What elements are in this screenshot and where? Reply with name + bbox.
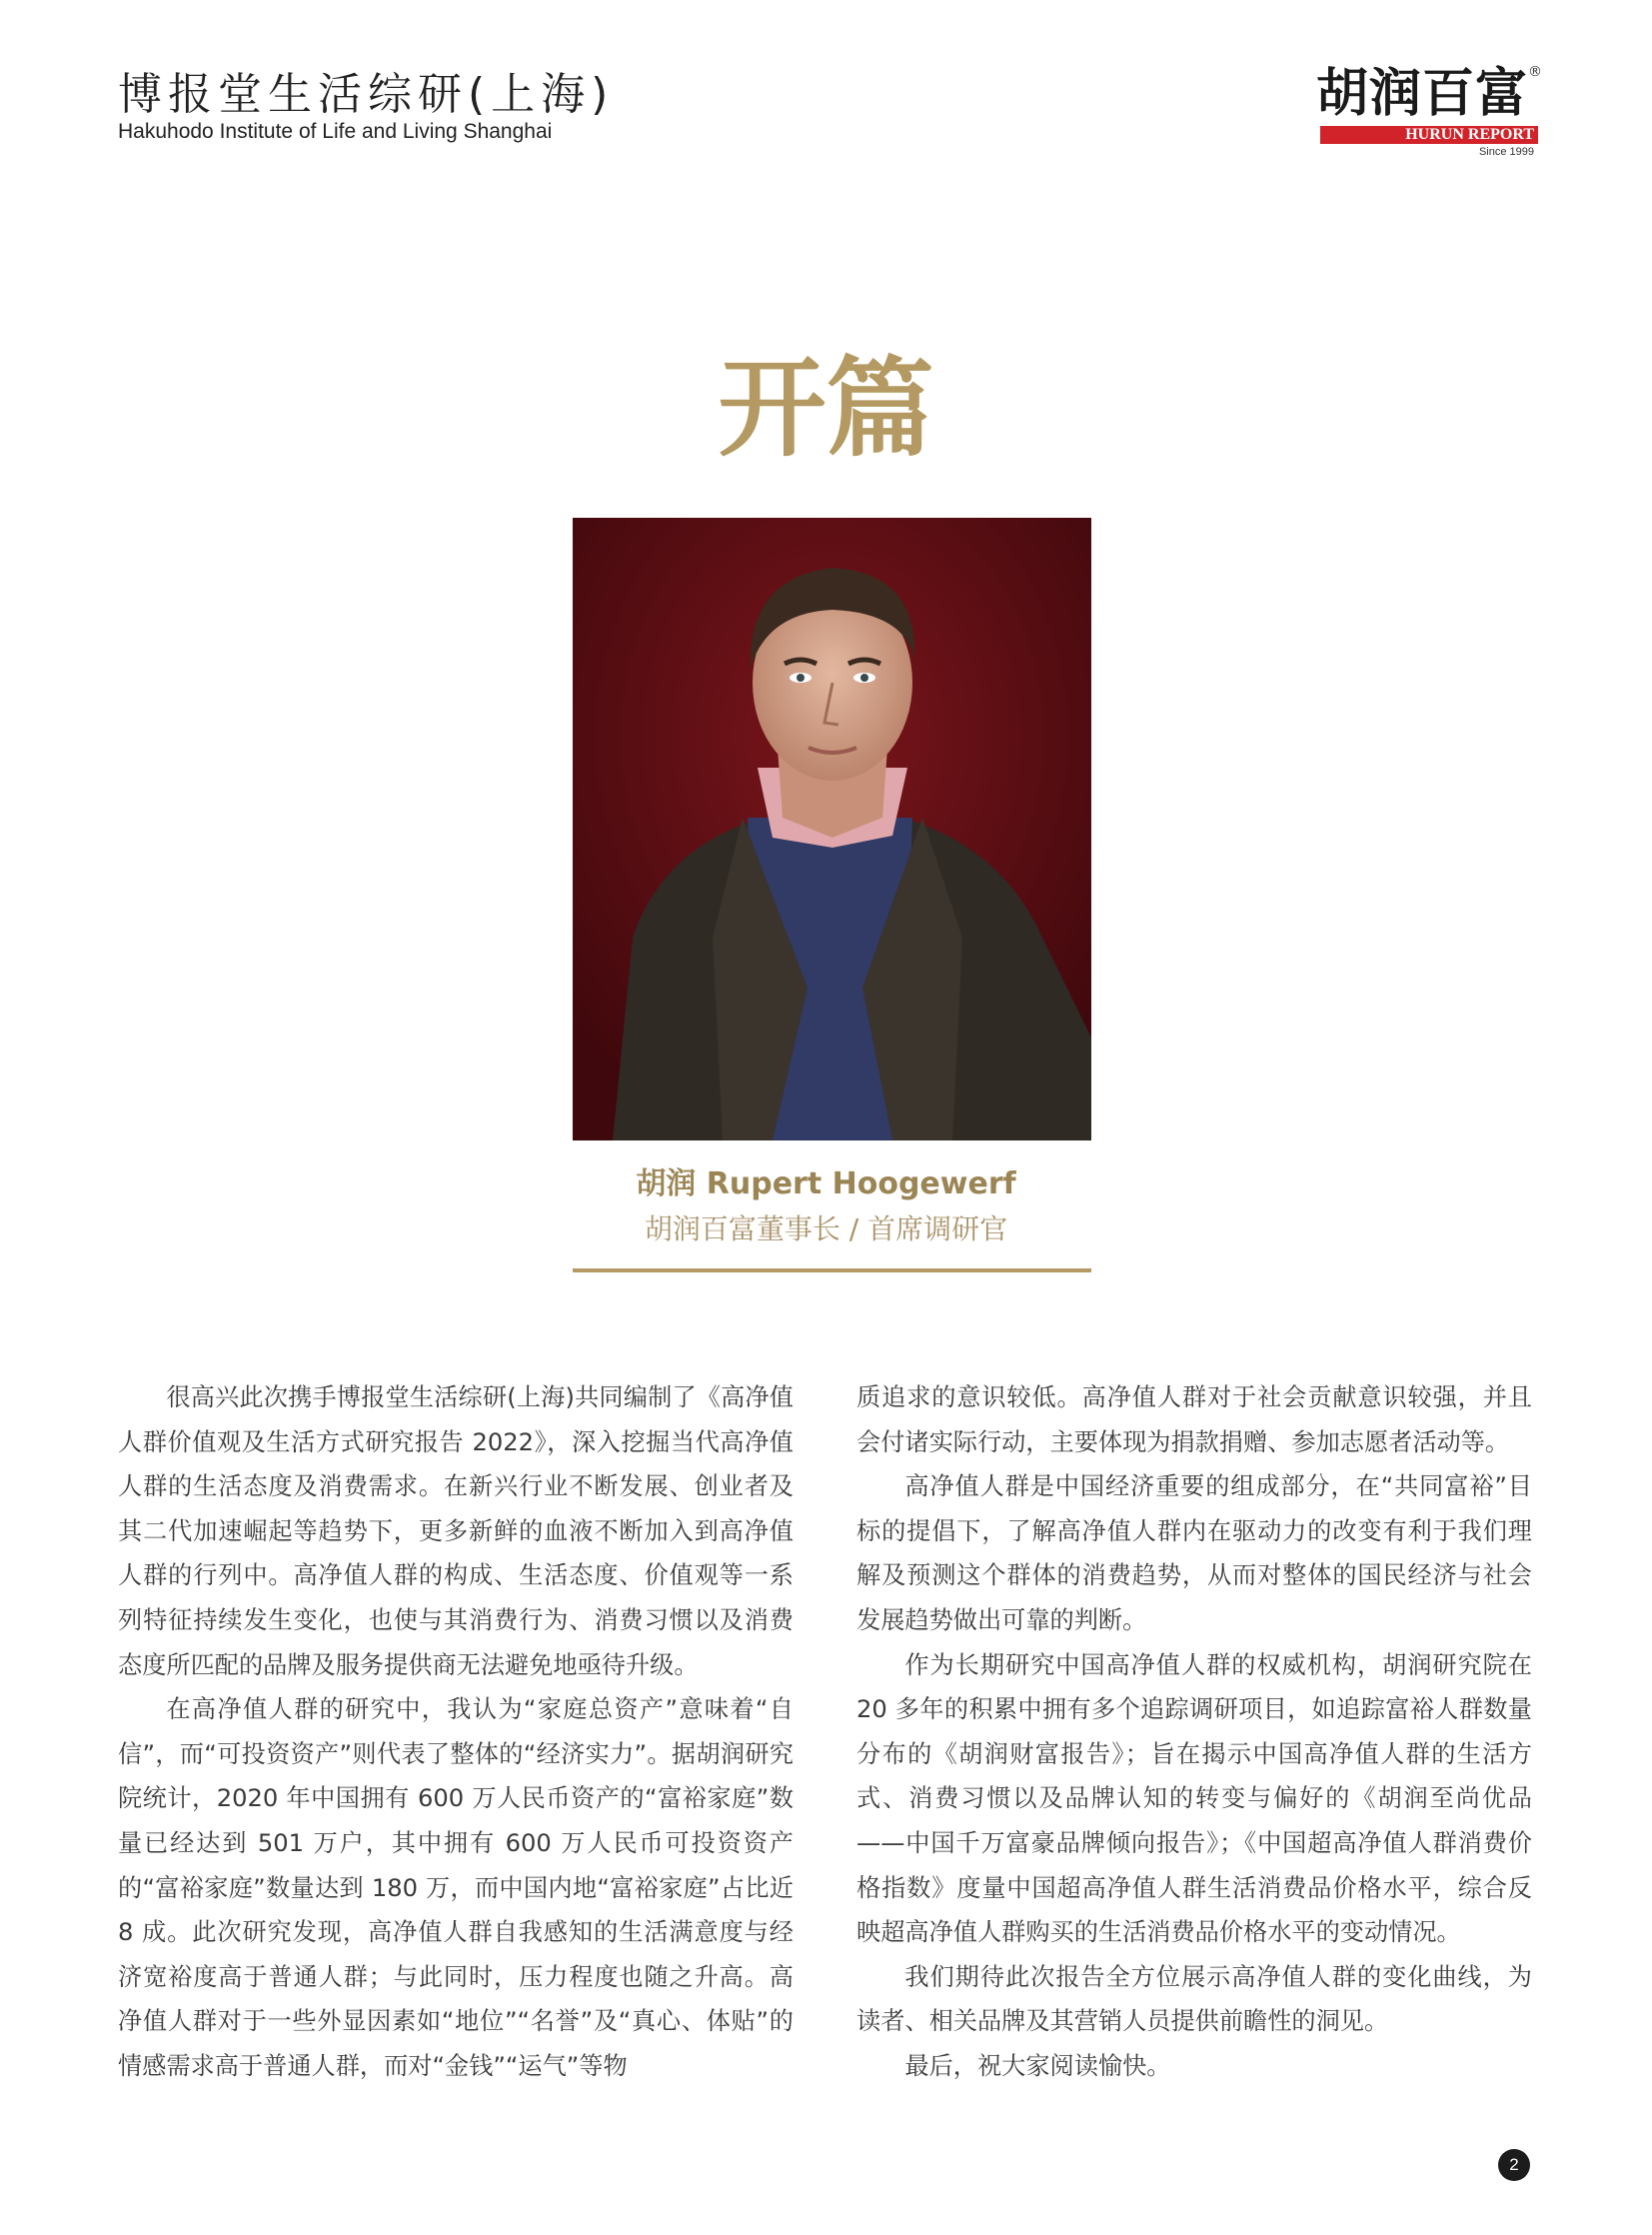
paragraph: 最后，祝大家阅读愉快。 <box>904 2051 1171 2080</box>
logo-since: Since 1999 <box>1478 146 1534 158</box>
paragraph: 高净值人群是中国经济重要的组成部分，在“共同富裕”目标的提倡下，了解高净值人群内在驱动力的改变有利于我们理解及预测这个群体的消费趋势，从而对整体的国民经济与社会发展趋势做出可靠的判断。 <box>856 1472 1532 1634</box>
hurun-logo <box>1316 64 1542 160</box>
caption-role: 胡润百富董事长 / 首席调研官 <box>644 1212 1008 1245</box>
org-name-cn: 博报堂生活综研(上海) <box>118 69 615 120</box>
page-title: 开篇 <box>718 347 934 472</box>
logo-text-cn: 胡润百富 <box>1316 64 1529 124</box>
caption-name: 胡润 Rupert Hoogewerf <box>636 1166 1016 1201</box>
page-number: 2 <box>1498 2149 1530 2181</box>
paragraph: 在高净值人群的研究中，我认为“家庭总资产”意味着“自信”，而“可投资资产”则代表了整体的“经济实力”。据胡润研究院统计，2020 年中国拥有 600 万人民币资产的“富裕家庭”数量已经达到 501 万户，其中拥有 600 万人民币可投资资产的“富裕家庭”数量达到 180 万，而中国内地“富裕家庭”占比近 8 成。此次研究发现，高净值人群自我感知的生活满意度与经济宽裕度高于普通人群；与此同时，压力程度也随之升高。高净值人群对于一些外显因素如“地位”“名誉”及“真心、体贴”的情感需求高于普通人群，而对“金钱”“运气”等物 <box>118 1695 794 2080</box>
logo-text-en: HURUN REPORT <box>1405 126 1534 143</box>
header-org <box>118 70 614 144</box>
paragraph: 质追求的意识较低。高净值人群对于社会贡献意识较强，并且会付诸实际行动，主要体现为捐款捐赠、参加志愿者活动等。 <box>856 1383 1532 1456</box>
body-column-right <box>856 1375 1532 2089</box>
portrait-illustration <box>573 518 1091 1140</box>
paragraph: 作为长期研究中国高净值人群的权威机构，胡润研究院在 20 多年的积累中拥有多个追踪调研项目，如追踪富裕人群数量分布的《胡润财富报告》；旨在揭示中国高净值人群的生活方式、消费习惯以及品牌认知的转变与偏好的《胡润至尚优品——中国千万富豪品牌倾向报告》；《中国超高净值人群消费价格指数》度量中国超高净值人群生活消费品价格水平，综合反映超高净值人群购买的生活消费品价格水平的变动情况。 <box>856 1650 1532 1947</box>
paragraph: 很高兴此次携手博报堂生活综研(上海)共同编制了《高净值人群价值观及生活方式研究报告 2022》，深入挖掘当代高净值人群的生活态度及消费需求。在新兴行业不断发展、创业者及其二代加速崛起等趋势下，更多新鲜的血液不断加入到高净值人群的行列中。高净值人群的构成、生活态度、价值观等一系列特征持续发生变化，也使与其消费行为、消费习惯以及消费态度所匹配的品牌及服务提供商无法避免地亟待升级。 <box>118 1383 794 1679</box>
registered-mark: ® <box>1528 64 1542 80</box>
org-name-en: Hakuhodo Institute of Life and Living Shanghai <box>118 120 553 143</box>
paragraph: 我们期待此次报告全方位展示高净值人群的变化曲线，为读者、相关品牌及其营销人员提供前瞻性的洞见。 <box>856 1962 1532 2036</box>
body-column-left <box>118 1375 794 2089</box>
caption-divider <box>573 1268 1091 1272</box>
portrait-photo <box>573 518 1091 1140</box>
